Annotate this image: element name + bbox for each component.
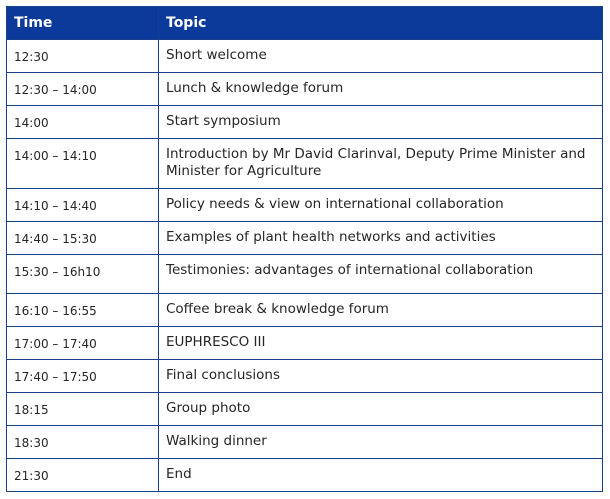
topic-cell: Short welcome [159, 40, 603, 73]
time-cell: 15:30 – 16h10 [7, 255, 159, 294]
topic-cell: Group photo [159, 393, 603, 426]
topic-cell: Walking dinner [159, 426, 603, 459]
topic-cell: End [159, 459, 603, 492]
topic-cell: Start symposium [159, 106, 603, 139]
table-row [7, 393, 603, 426]
time-cell: 18:30 [7, 426, 159, 459]
table-row [7, 106, 603, 139]
time-cell: 12:30 [7, 40, 159, 73]
topic-cell: Coffee break & knowledge forum [159, 294, 603, 327]
table-row [7, 459, 603, 492]
table-header-row [7, 7, 603, 40]
topic-cell: Lunch & knowledge forum [159, 73, 603, 106]
table-row [7, 327, 603, 360]
time-cell: 14:10 – 14:40 [7, 189, 159, 222]
table-row [7, 255, 603, 294]
table-row [7, 360, 603, 393]
time-cell: 17:40 – 17:50 [7, 360, 159, 393]
topic-cell: Policy needs & view on international collaboration [159, 189, 603, 222]
topic-cell: EUPHRESCO III [159, 327, 603, 360]
table-row [7, 40, 603, 73]
column-header-topic: Topic [159, 7, 603, 40]
topic-cell: Testimonies: advantages of international collaboration [159, 255, 603, 294]
time-cell: 14:00 – 14:10 [7, 139, 159, 189]
agenda-table [6, 6, 603, 492]
time-cell: 17:00 – 17:40 [7, 327, 159, 360]
table-row [7, 73, 603, 106]
time-cell: 18:15 [7, 393, 159, 426]
topic-cell: Final conclusions [159, 360, 603, 393]
time-cell: 16:10 – 16:55 [7, 294, 159, 327]
table-row [7, 426, 603, 459]
table-row [7, 222, 603, 255]
time-cell: 14:00 [7, 106, 159, 139]
column-header-time: Time [7, 7, 159, 40]
time-cell: 14:40 – 15:30 [7, 222, 159, 255]
topic-cell: Introduction by Mr David Clarinval, Deputy Prime Minister and Minister for Agriculture [159, 139, 603, 189]
topic-cell: Examples of plant health networks and activities [159, 222, 603, 255]
table-row [7, 294, 603, 327]
table-row [7, 139, 603, 189]
table-row [7, 189, 603, 222]
time-cell: 21:30 [7, 459, 159, 492]
time-cell: 12:30 – 14:00 [7, 73, 159, 106]
